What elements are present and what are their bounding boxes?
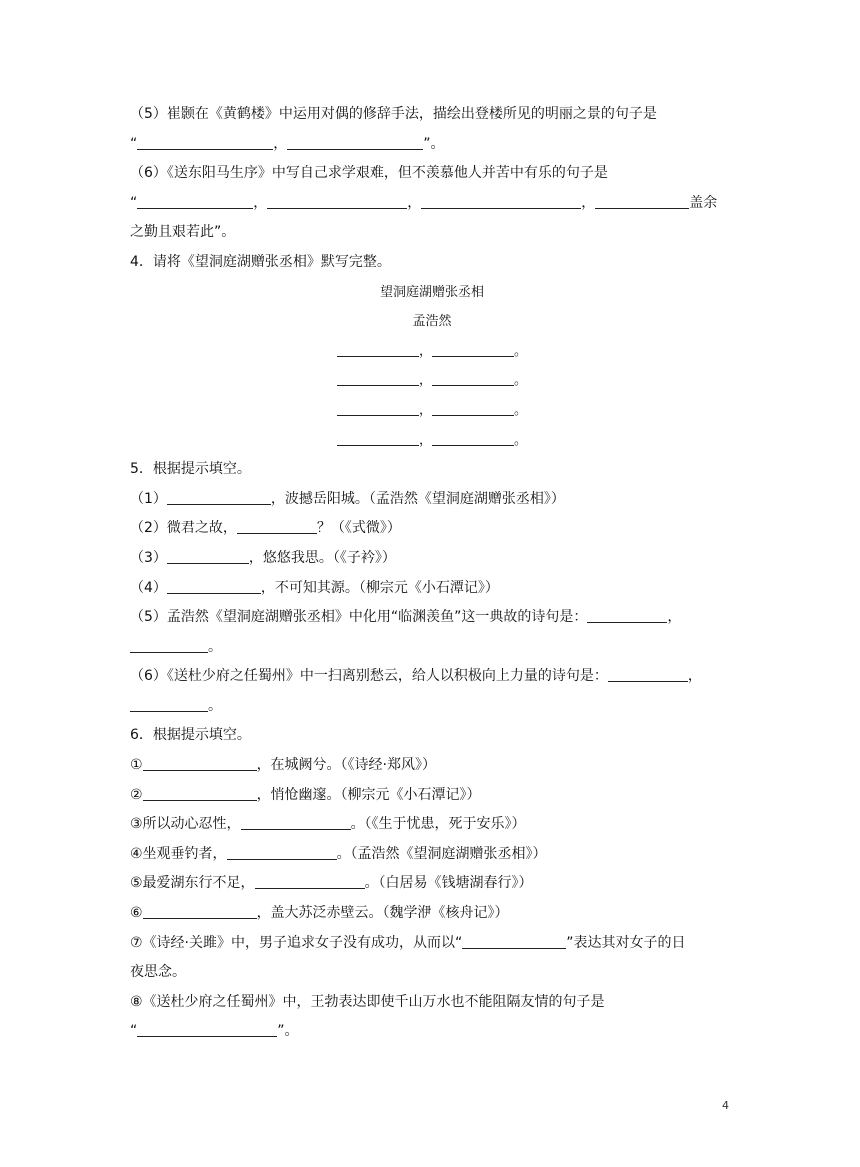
q3-item6-line2 xyxy=(130,189,734,219)
answer-blank[interactable] xyxy=(432,343,514,357)
answer-blank[interactable] xyxy=(421,194,581,209)
q6-item5 xyxy=(130,869,734,899)
separator: ， xyxy=(418,402,432,418)
item-text: ，不可知其源。（柳宗元《小石潭记》） xyxy=(260,579,499,596)
poem-line-4 xyxy=(130,426,734,456)
item-text: ，盖大苏泛赤壁云。（魏学洢《核舟记》） xyxy=(256,905,509,922)
q3-item5-line1 xyxy=(130,100,734,130)
answer-blank[interactable] xyxy=(337,402,419,416)
q5-prompt-line xyxy=(130,455,734,485)
answer-blank[interactable] xyxy=(337,343,419,357)
answer-blank[interactable] xyxy=(167,549,249,564)
item-text: ⑤最爱湖东行不足， xyxy=(130,875,255,892)
answer-blank[interactable] xyxy=(167,579,261,594)
item-number: （4） xyxy=(130,579,167,596)
answer-blank[interactable] xyxy=(137,194,253,209)
poem-title xyxy=(130,278,734,308)
item-number: （2）微君之故， xyxy=(130,520,237,537)
item-text: ③所以动心忍性， xyxy=(130,816,241,833)
item-text: ，悄怆幽邃。（柳宗元《小石潭记》） xyxy=(256,786,481,803)
separator: ， xyxy=(418,432,432,448)
q6-item7-line1 xyxy=(130,929,734,959)
item-number: （1） xyxy=(130,490,167,507)
q5-item6-line2 xyxy=(130,692,734,722)
answer-blank[interactable] xyxy=(337,432,419,446)
period: 。 xyxy=(514,432,528,448)
answer-blank[interactable] xyxy=(432,432,514,446)
q5-item6-line1 xyxy=(130,662,734,692)
answer-blank[interactable] xyxy=(255,874,365,889)
circled-number: ① xyxy=(130,757,143,774)
open-quote: “ xyxy=(130,135,138,152)
period: 。 xyxy=(514,343,528,359)
item-text: ，波撼岳阳城。（孟浩然《望洞庭湖赠张丞相》） xyxy=(270,490,565,507)
answer-blank[interactable] xyxy=(143,904,257,919)
poem-title-text: 望洞庭湖赠张丞相 xyxy=(379,284,484,300)
separator: ， xyxy=(273,135,288,152)
item-text: （6）《送杜少府之任蜀州》中一扫离别愁云，给人以积极向上力量的诗句是： xyxy=(130,668,608,685)
period: 。 xyxy=(208,638,222,655)
answer-blank[interactable] xyxy=(143,756,257,771)
q5-item3 xyxy=(130,544,734,574)
poem-author-text: 孟浩然 xyxy=(412,314,452,330)
q6-item4 xyxy=(130,840,734,870)
q3-item6-prompt: （6）《送东阳马生序》中写自己求学艰难，但不羡慕他人并苦中有乐的句子是 xyxy=(130,165,608,182)
q5-item5-line2 xyxy=(130,633,734,663)
poem-line-3 xyxy=(130,396,734,426)
q4-prompt-line xyxy=(130,248,734,278)
q6-item6 xyxy=(130,899,734,929)
q3-item5-prompt: （5）崔颢在《黄鹤楼》中运用对偶的修辞手法，描绘出登楼所见的明丽之景的句子是 xyxy=(130,106,657,122)
close-quote: ”。 xyxy=(423,135,445,152)
q3-item6-line3 xyxy=(130,218,734,248)
q5-item4 xyxy=(130,574,734,604)
item-text: ？（《式微》） xyxy=(316,520,401,537)
item-text: ，在城阙兮。（《诗经·郑风》） xyxy=(256,757,437,774)
separator: ， xyxy=(687,668,702,685)
answer-blank[interactable] xyxy=(130,638,208,653)
item-text: （5）孟浩然《望洞庭湖赠张丞相》中化用“临渊羡鱼”这一典故的诗句是： xyxy=(130,609,588,626)
q3-item6-line1 xyxy=(130,159,734,189)
separator: ， xyxy=(418,373,432,389)
answer-blank[interactable] xyxy=(595,194,689,209)
worksheet-content xyxy=(130,100,734,1047)
q5-item1 xyxy=(130,485,734,515)
item-text: 夜思念。 xyxy=(130,964,186,981)
poem-line-2 xyxy=(130,366,734,396)
q3-item5-line2 xyxy=(130,130,734,160)
answer-blank[interactable] xyxy=(287,135,423,150)
q6-item8-line2 xyxy=(130,1017,734,1047)
answer-blank[interactable] xyxy=(227,845,337,860)
answer-blank[interactable] xyxy=(137,135,273,150)
q6-item2 xyxy=(130,781,734,811)
q6-item8-line1 xyxy=(130,988,734,1018)
q5-prompt: 5．根据提示填空。 xyxy=(130,461,251,478)
q4-prompt: 4．请将《望洞庭湖赠张丞相》默写完整。 xyxy=(130,253,391,270)
page-number: 4 xyxy=(722,1099,729,1112)
poem-line-1 xyxy=(130,337,734,367)
q6-item1 xyxy=(130,751,734,781)
item-text: ，悠悠我思。（《子衿》） xyxy=(248,549,396,566)
item-text: ”表达其对女子的日 xyxy=(566,934,686,951)
item-text: 。（白居易《钱塘湖春行》） xyxy=(364,875,533,892)
answer-blank[interactable] xyxy=(432,402,514,416)
separator: ， xyxy=(581,194,596,211)
answer-blank[interactable] xyxy=(143,786,257,801)
q3-item6-end: 之勤且艰若此”。 xyxy=(130,224,236,241)
q5-item2 xyxy=(130,514,734,544)
period: 。 xyxy=(514,373,528,389)
q3-item6-tail: 盖余 xyxy=(689,194,718,211)
answer-blank[interactable] xyxy=(337,372,419,386)
period: 。 xyxy=(208,697,222,714)
poem-author xyxy=(130,307,734,337)
item-text: ⑧《送杜少府之任蜀州》中，王勃表达即使千山万水也不能阻隔友情的句子是 xyxy=(130,993,605,1010)
answer-blank[interactable] xyxy=(462,934,566,949)
open-quote: “ xyxy=(130,1023,138,1040)
q6-prompt: 6．根据提示填空。 xyxy=(130,727,251,744)
answer-blank[interactable] xyxy=(167,490,271,505)
answer-blank[interactable] xyxy=(267,194,407,209)
answer-blank[interactable] xyxy=(137,1022,277,1037)
q6-item3 xyxy=(130,810,734,840)
answer-blank[interactable] xyxy=(432,372,514,386)
separator: ， xyxy=(407,194,422,211)
close-quote: ”。 xyxy=(277,1023,299,1040)
answer-blank[interactable] xyxy=(237,519,317,534)
separator: ， xyxy=(253,194,268,211)
q6-prompt-line xyxy=(130,721,734,751)
q5-item5-line1 xyxy=(130,603,734,633)
circled-number: ② xyxy=(130,786,143,803)
answer-blank[interactable] xyxy=(587,608,667,623)
circled-number: ⑥ xyxy=(130,905,143,922)
item-text: 。（孟浩然《望洞庭湖赠张丞相》） xyxy=(336,845,547,862)
q6-item7-line2 xyxy=(130,958,734,988)
item-number: （3） xyxy=(130,549,167,566)
item-text: ④坐观垂钓者， xyxy=(130,845,227,862)
answer-blank[interactable] xyxy=(241,815,351,830)
item-text: ⑦《诗经·关雎》中，男子追求女子没有成功，从而以“ xyxy=(130,934,463,951)
separator: ， xyxy=(667,609,682,626)
answer-blank[interactable] xyxy=(130,697,208,712)
open-quote: “ xyxy=(130,194,138,211)
separator: ， xyxy=(418,343,432,359)
period: 。 xyxy=(514,402,528,418)
item-text: 。（《生于忧患，死于安乐》） xyxy=(350,816,526,833)
answer-blank[interactable] xyxy=(608,667,688,682)
